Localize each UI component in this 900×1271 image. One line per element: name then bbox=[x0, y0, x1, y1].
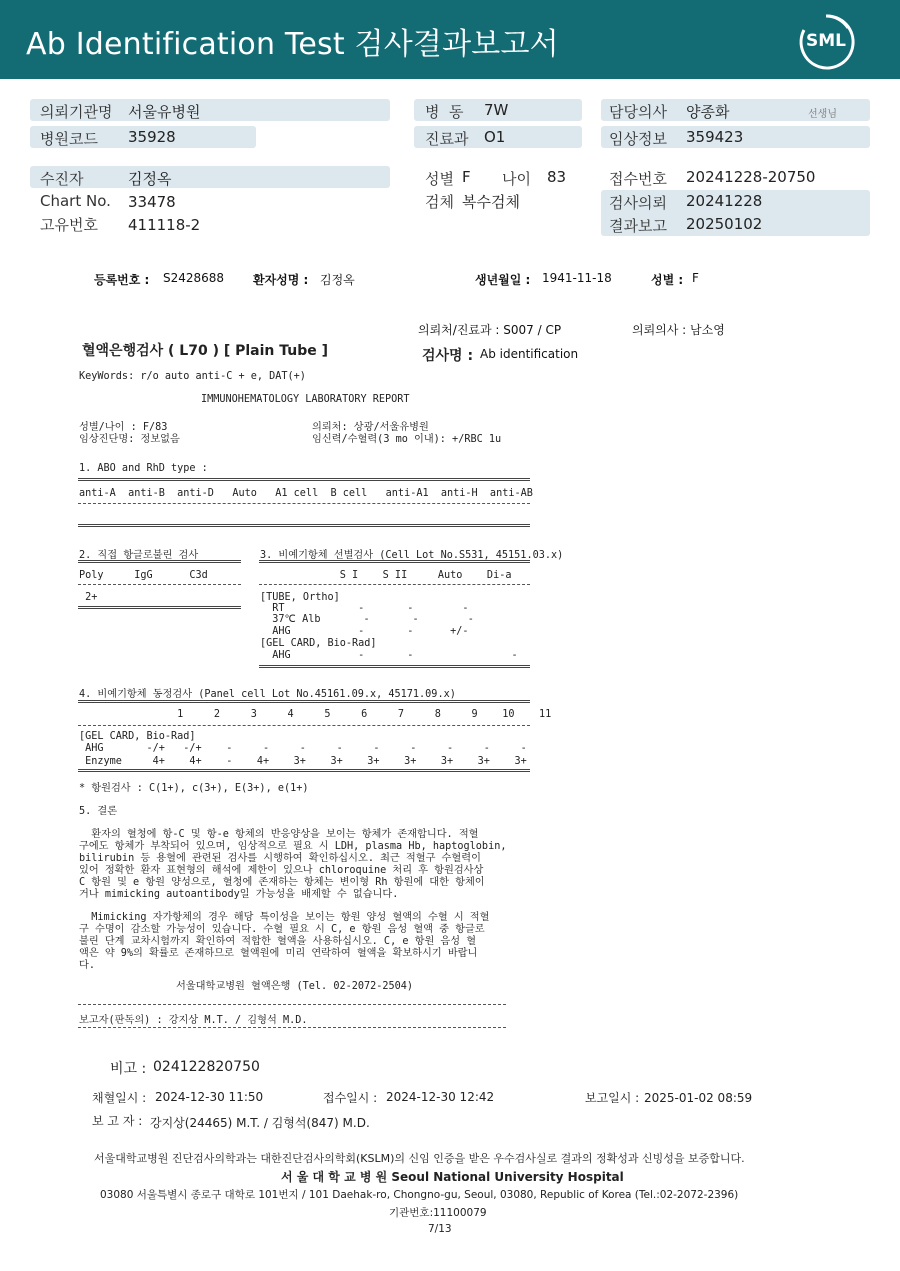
divider bbox=[78, 1027, 506, 1028]
specimen-value: 복수검체 bbox=[462, 193, 520, 211]
request-label: 검사의뢰 bbox=[609, 194, 667, 212]
request-doctor: 의뢰의사 : 남소영 bbox=[632, 323, 725, 337]
report-time-value: 2025-01-02 08:59 bbox=[644, 1091, 753, 1105]
divider bbox=[78, 700, 530, 703]
institution-value: 서울유병원 bbox=[128, 103, 201, 121]
hospital-code-value: 35928 bbox=[128, 128, 176, 146]
note-label: 비고 : bbox=[110, 1061, 147, 1077]
sex-age: 성별/나이 : F/83 bbox=[79, 422, 168, 433]
dept-label: 진료과 bbox=[425, 130, 469, 148]
antigen-test: * 항원검사 : C(1+), c(3+), E(3+), e(1+) bbox=[79, 783, 309, 794]
panel-row: AHG -/+ -/+ - - - - - - - - - bbox=[79, 743, 527, 754]
unique-value: 411118-2 bbox=[128, 216, 201, 234]
test-title: 혈액은행검사 ( L70 ) [ Plain Tube ] bbox=[82, 343, 329, 359]
receipt-value: 20241228-20750 bbox=[686, 168, 816, 186]
dat-value: 2+ bbox=[79, 592, 98, 603]
conclusion-line: Mimicking 자가항체의 경우 해당 특이성을 보이는 항원 양성 혈액의 수혈 시 적혈 bbox=[79, 912, 490, 923]
age-label: 나이 bbox=[502, 170, 531, 188]
doctor-value: 양종화 bbox=[686, 103, 730, 121]
reg-label: 등록번호 : bbox=[94, 273, 150, 287]
conclusion-line: 액은 약 9%의 확률로 존재하므로 혈액원에 미리 연락하여 혈액을 확보하시기 바랍니 bbox=[79, 948, 478, 959]
divider bbox=[78, 725, 530, 726]
doctor-label: 담당의사 bbox=[609, 103, 667, 121]
pregnancy-transfusion: 임신력/수혈력(3 mo 이내): +/RBC 1u bbox=[312, 434, 502, 445]
hospital-name: 서 울 대 학 교 병 원 Seoul National University Hospital bbox=[281, 1170, 624, 1184]
scan-reporter: 보고자(판독의) : 강지상 M.T. / 김형석 M.D. bbox=[79, 1015, 308, 1026]
clinical-value: 359423 bbox=[686, 128, 744, 146]
section3-title: 3. 비예기항체 선별검사 (Cell Lot No.S531, 45151.03.x) bbox=[260, 550, 564, 561]
screening-row: [TUBE, Ortho] bbox=[260, 592, 340, 603]
draw-value: 2024-12-30 11:50 bbox=[155, 1090, 264, 1104]
specimen-label: 검체 bbox=[425, 193, 454, 211]
report-header bbox=[0, 0, 900, 79]
request-value: 20241228 bbox=[686, 192, 763, 210]
chart-value: 33478 bbox=[128, 193, 176, 211]
conclusion-line: 불린 단계 교차시험까지 확인하여 적합한 혈액을 사용하십시오. C, e 항원 음성 혈 bbox=[79, 936, 477, 947]
panel-row: [GEL CARD, Bio-Rad] bbox=[79, 731, 196, 742]
screening-row: [GEL CARD, Bio-Rad] bbox=[260, 638, 377, 649]
report-time-label: 보고일시 : bbox=[585, 1091, 640, 1105]
sml-logo-icon bbox=[796, 12, 856, 70]
lab-report-title: IMMUNOHEMATOLOGY LABORATORY REPORT bbox=[201, 394, 410, 405]
receipt-label: 접수번호 bbox=[609, 170, 667, 188]
sex-label: 성별 bbox=[425, 170, 454, 188]
conclusion-line: 구 수명이 감소할 가능성이 있습니다. 수혈 필요 시 C, e 항원 음성 혈액 중 항글로 bbox=[79, 924, 485, 935]
conclusion-line: 있어 정확한 환자 표현형의 해석에 제한이 있으나 chloroquine 처리 후 항원검사상 bbox=[79, 865, 484, 876]
screening-row: AHG - - +/- bbox=[260, 626, 469, 637]
sex-value: F bbox=[462, 168, 471, 186]
requester: 의뢰처: 상광/서울유병원 bbox=[312, 422, 429, 433]
conclusion-line: 환자의 혈청에 항-C 및 항-e 항체의 반응양상을 보이는 항체가 존재합니다. 적혈 bbox=[79, 829, 479, 840]
section4-title: 4. 비예기항체 동정검사 (Panel cell Lot No.45161.09.x, 45171.09.x) bbox=[79, 689, 456, 700]
divider bbox=[78, 560, 241, 563]
patient-value: 김정옥 bbox=[128, 170, 172, 188]
divider bbox=[78, 503, 530, 504]
report-title: Ab Identification Test 검사결과보고서 bbox=[26, 27, 559, 62]
divider bbox=[78, 524, 530, 527]
conclusion-line: bilirubin 등 용혈에 관련된 검사를 시행하여 확인하십시오. 최근 적혈구 수혈력이 bbox=[79, 853, 481, 864]
screening-row: RT - - - bbox=[260, 603, 469, 614]
name-label: 환자성명 : bbox=[253, 273, 309, 287]
doctor-suffix: 선생님 bbox=[808, 109, 837, 120]
section3-header: S I S II Auto Di-a bbox=[260, 570, 512, 581]
hospital-code-label: 병원코드 bbox=[40, 130, 98, 148]
clinical-label: 임상정보 bbox=[609, 130, 667, 148]
conclusion-line: 거나 mimicking autoantibody일 가능성을 배제할 수 없습니다. bbox=[79, 889, 399, 900]
conclusion-line: 구에도 항체가 부착되어 있으며, 임상적으로 필요 시 LDH, plasma Hb, haptoglobin, bbox=[79, 841, 507, 852]
scan-sex-label: 성별 : bbox=[651, 273, 684, 287]
reg-value: S2428688 bbox=[163, 271, 225, 285]
institution-label: 의뢰기관명 bbox=[40, 103, 113, 121]
page-number: 7/13 bbox=[428, 1223, 452, 1235]
scan-sex-value: F bbox=[692, 271, 699, 285]
section4-header: 1 2 3 4 5 6 7 8 9 10 11 bbox=[79, 709, 552, 720]
note-value: 024122820750 bbox=[153, 1059, 260, 1075]
section1-title: 1. ABO and RhD type : bbox=[79, 463, 208, 474]
name-value: 김정옥 bbox=[320, 273, 355, 287]
divider bbox=[78, 584, 241, 585]
age-value: 83 bbox=[547, 168, 567, 186]
ward-label: 병 동 bbox=[425, 103, 464, 121]
divider bbox=[259, 584, 530, 585]
dept-value: O1 bbox=[484, 128, 506, 146]
diagnosis: 임상진단명: 정보없음 bbox=[79, 434, 180, 445]
section2-title: 2. 직접 항글로불린 검사 bbox=[79, 550, 199, 561]
divider bbox=[78, 769, 530, 772]
test-name-value: Ab identification bbox=[480, 347, 579, 361]
report-date-label: 결과보고 bbox=[609, 217, 667, 235]
blood-bank-contact: 서울대학교병원 혈액은행 (Tel. 02-2072-2504) bbox=[176, 981, 414, 992]
footer-reporter-label: 보 고 자 : bbox=[92, 1114, 143, 1128]
unique-label: 고유번호 bbox=[40, 216, 98, 234]
certification: 서울대학교병원 진단검사의학과는 대한진단검사의학회(KSLM)의 신임 인증을 받은 우수검사실로 결과의 정확성과 신빙성을 보증합니다. bbox=[94, 1152, 745, 1165]
divider bbox=[259, 665, 530, 668]
receive-value: 2024-12-30 12:42 bbox=[386, 1090, 495, 1104]
divider bbox=[259, 560, 530, 563]
institution-number: 기관번호:11100079 bbox=[389, 1207, 487, 1219]
patient-label: 수진자 bbox=[40, 170, 84, 188]
divider bbox=[78, 1004, 506, 1005]
dob-value: 1941-11-18 bbox=[542, 271, 612, 285]
svg-text:SML: SML bbox=[806, 31, 846, 51]
section2-header: Poly IgG C3d bbox=[79, 570, 208, 581]
chart-label: Chart No. bbox=[40, 192, 111, 210]
conclusion-line: C 항원 및 e 항원 양성으로, 혈청에 존재하는 항체는 변이형 Rh 항원에 대한 항체이 bbox=[79, 877, 485, 888]
section1-header: anti-A anti-B anti-D Auto A1 cell B cell anti-A1 anti-H anti-AB bbox=[79, 488, 533, 499]
test-name-label: 검사명 : bbox=[422, 348, 474, 364]
screening-row: 37℃ Alb - - - bbox=[260, 614, 474, 625]
draw-label: 채혈일시 : bbox=[92, 1091, 147, 1105]
report-date-value: 20250102 bbox=[686, 215, 763, 233]
footer-reporter-value: 강지상(24465) M.T. / 김형석(847) M.D. bbox=[150, 1116, 370, 1130]
section5-title: 5. 결론 bbox=[79, 806, 118, 817]
screening-row: AHG - - - bbox=[260, 650, 518, 661]
conclusion-line: 다. bbox=[79, 960, 95, 971]
keywords: KeyWords: r/o auto anti-C + e, DAT(+) bbox=[79, 371, 306, 382]
request-dept: 의뢰처/진료과 : S007 / CP bbox=[418, 323, 562, 337]
divider bbox=[78, 478, 530, 481]
receive-label: 접수일시 : bbox=[323, 1091, 378, 1105]
hospital-address: 03080 서울특별시 종로구 대학로 101번지 / 101 Daehak-ro, Chongno-gu, Seoul, 03080, Republic of Korea (Tel.:02-2072-2396) bbox=[100, 1189, 739, 1201]
dob-label: 생년월일 : bbox=[475, 273, 531, 287]
ward-value: 7W bbox=[484, 101, 509, 119]
panel-row: Enzyme 4+ 4+ - 4+ 3+ 3+ 3+ 3+ 3+ 3+ 3+ bbox=[79, 756, 527, 767]
divider bbox=[78, 606, 241, 609]
band-patient bbox=[30, 166, 390, 188]
